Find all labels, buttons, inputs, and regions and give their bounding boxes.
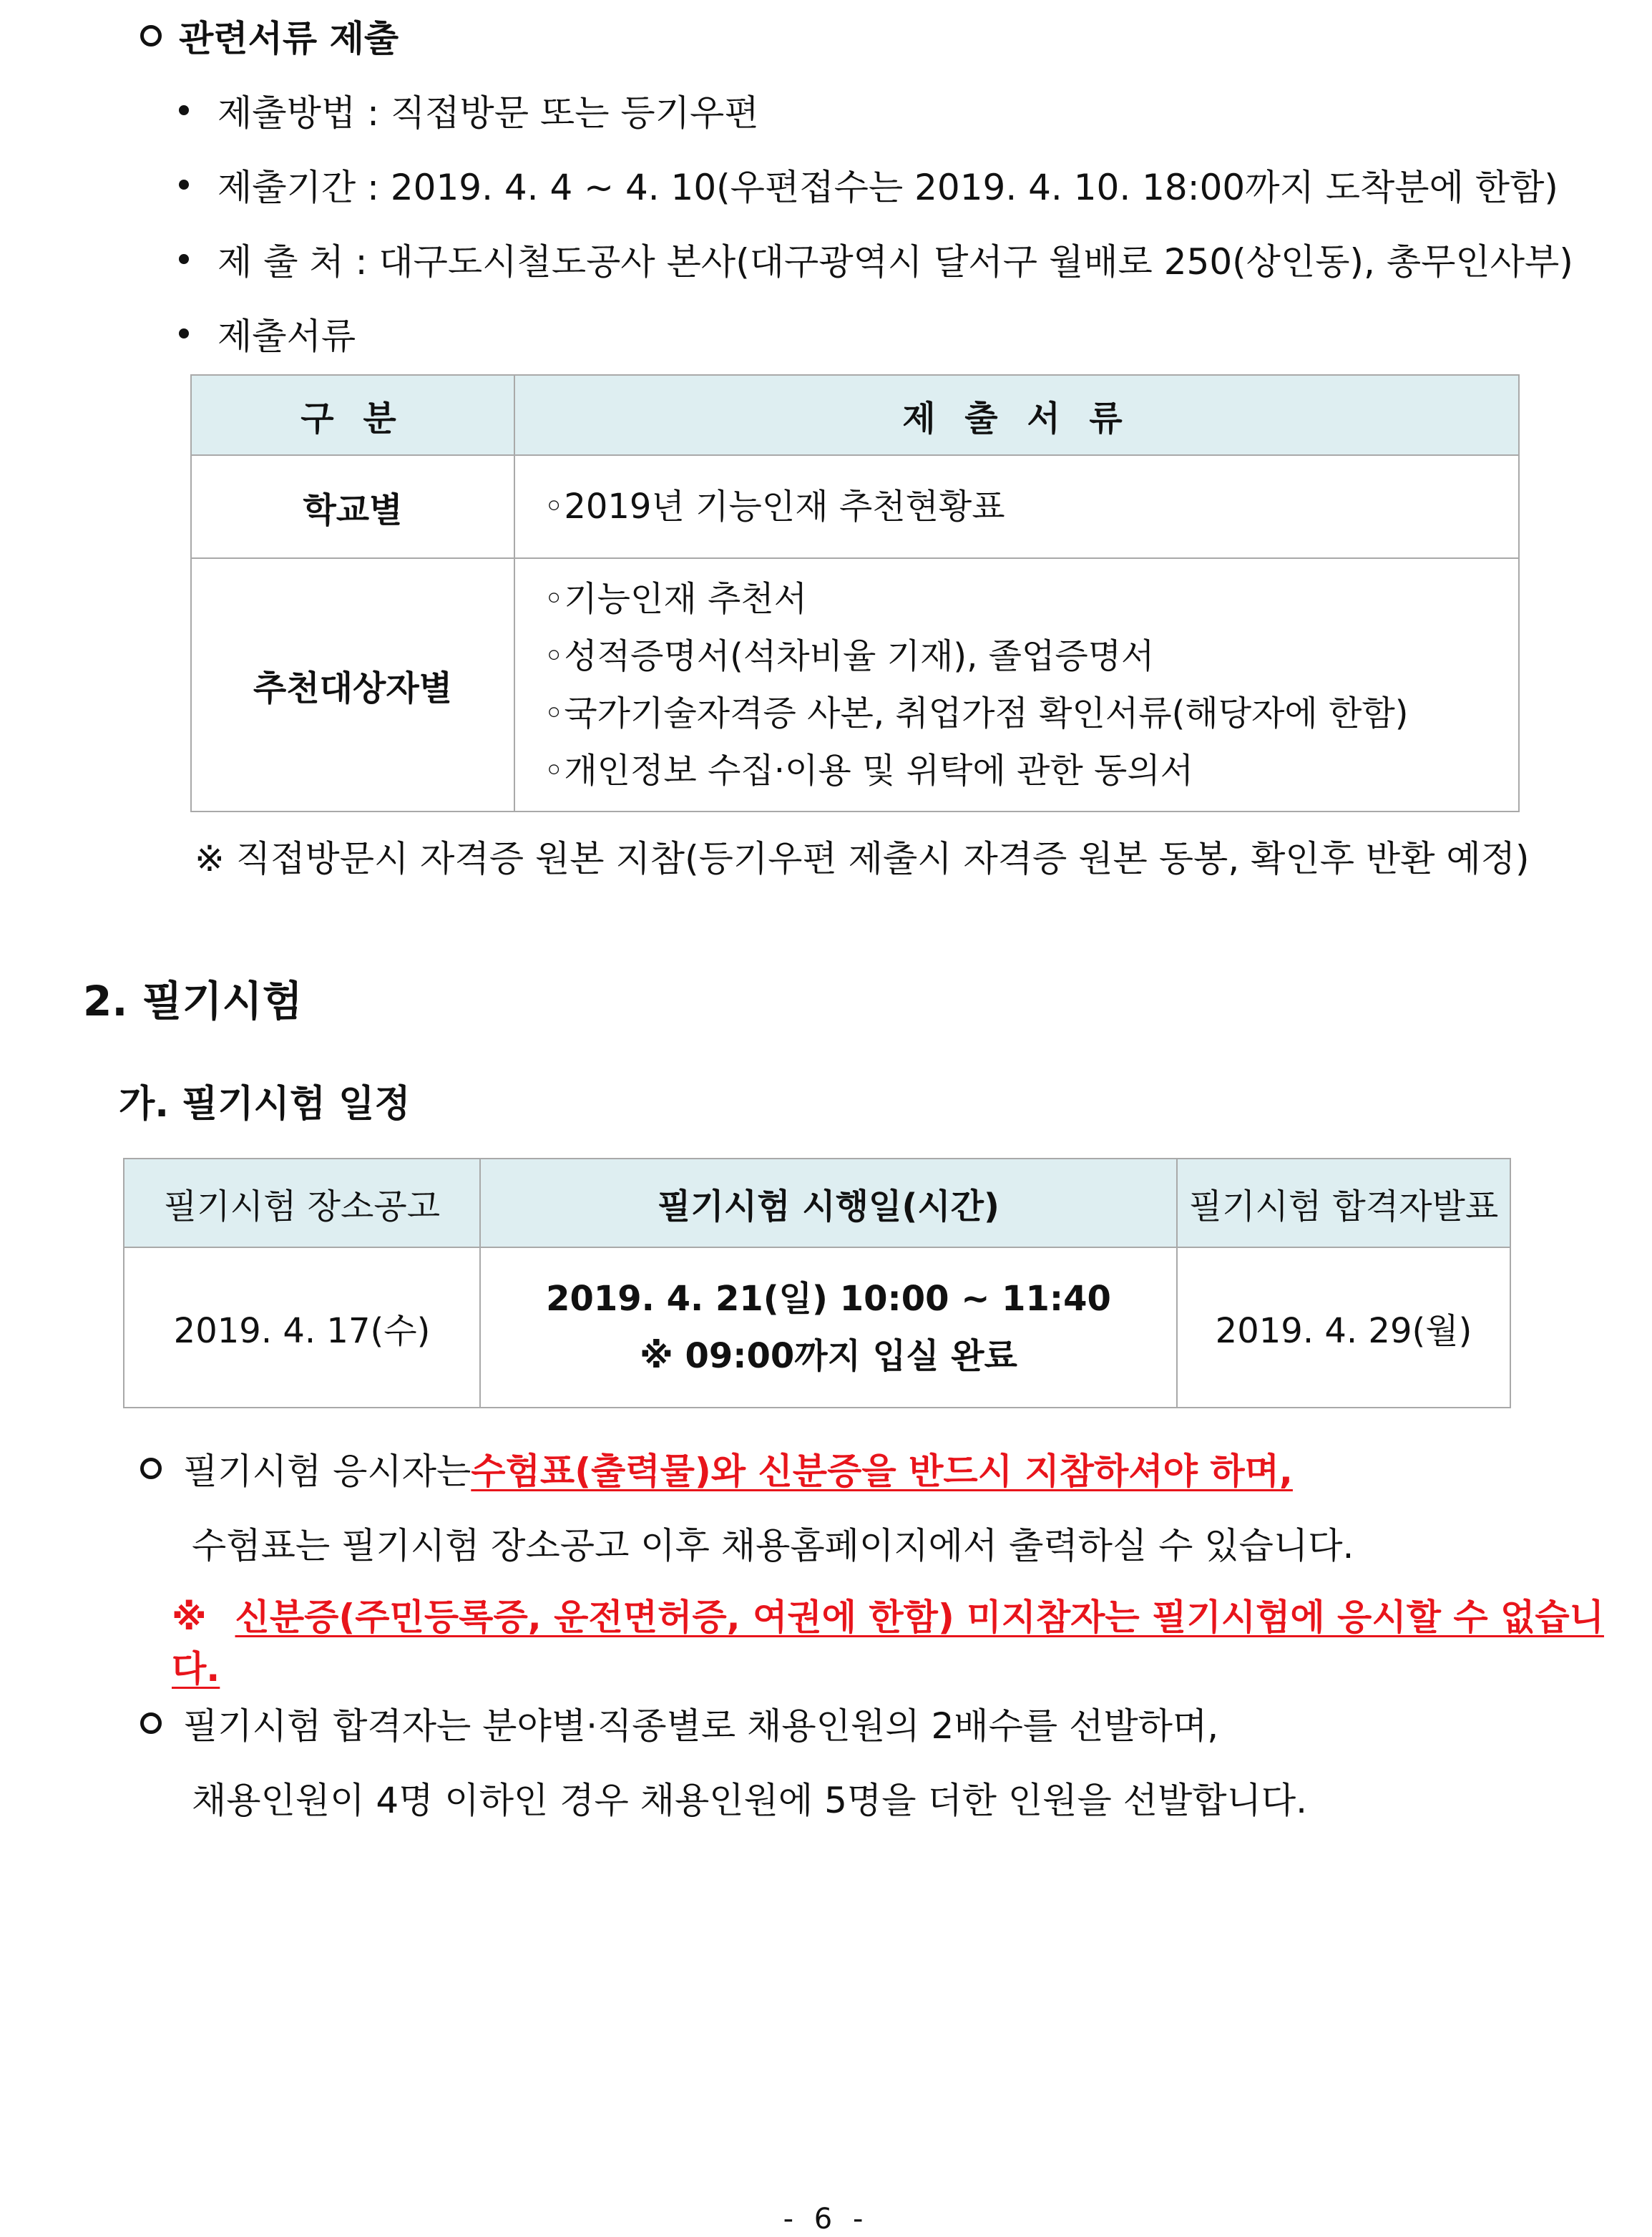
table-row [191,558,1519,812]
list-item: ◦국가기술자격증 사본, 취업가점 확인서류(해당자에 한함) [544,693,1409,734]
bullet-docs [179,308,356,359]
bullet-dot-icon [179,105,189,115]
table-header-row [124,1159,1510,1247]
table-header-category: 구 분 [191,375,514,455]
row-label-candidate: 추천대상자별 [191,558,514,812]
warning-mark: ※ [172,1597,207,1638]
row-label-school: 학교별 [191,455,514,558]
entry-deadline: ※ 09:00까지 입실 완료 [640,1336,1017,1376]
section-heading-text: 관련서류 제출 [179,18,399,59]
hollow-circle-icon [140,25,162,47]
header-venue-notice: 필기시험 장소공고 [124,1159,480,1247]
paragraph-pass-selection [140,1697,1218,1749]
table-header-documents: 제 출 서 류 [514,375,1519,455]
bullet-place [179,233,1573,285]
bullet-dot-icon [179,254,189,264]
warning-line [172,1589,1652,1692]
exam-schedule-table [123,1158,1511,1408]
section-title-written-exam: 2. 필기시험 [83,977,303,1025]
venue-notice-date: 2019. 4. 17(수) [124,1247,480,1408]
page-number: - 6 - [783,2203,869,2236]
header-result-notice: 필기시험 합격자발표 [1177,1159,1510,1247]
bullet-method [179,84,759,136]
submission-note: ※ 직접방문시 자격증 원본 지참(등기우편 제출시 자격증 원본 동봉, 확인후 반환 예정) [195,838,1530,879]
paragraph-continuation: 채용인원이 4명 이하인 경우 채용인원에 5명을 더한 인원을 선발합니다. [192,1780,1308,1821]
paragraph-prefix: 필기시험 응시자는 [183,1451,471,1492]
exam-date-cell [480,1247,1177,1408]
bullet-dot-icon [179,180,189,190]
paragraph-text: 필기시험 합격자는 분야별·직종별로 채용인원의 2배수를 선발하며, [183,1705,1219,1747]
bullet-period [179,159,1558,210]
list-item: ◦개인정보 수집·이용 및 위탁에 관한 동의서 [544,751,1194,791]
table-row [191,455,1519,558]
period-text: 제출기간 : 2019. 4. 4 ~ 4. 10(우편접수는 2019. 4. 10. 18:00까지 도착분에 한함) [218,167,1558,208]
paragraph-continuation: 수험표는 필기시험 장소공고 이후 채용홈페이지에서 출력하실 수 있습니다. [192,1525,1354,1566]
section-heading-submission [140,10,399,62]
list-item: ◦기능인재 추천서 [544,579,808,619]
hollow-circle-icon [140,1712,162,1734]
bullet-dot-icon [179,328,189,338]
paragraph-id-requirement [140,1443,1293,1494]
docs-label-text: 제출서류 [218,316,356,357]
method-text: 제출방법 : 직접방문 또는 등기우편 [218,92,759,134]
hollow-circle-icon [140,1458,162,1479]
table-header-row [191,375,1519,455]
subsection-title-schedule: 가. 필기시험 일정 [119,1083,411,1126]
table-row [124,1247,1510,1408]
exam-date-time: 2019. 4. 21(일) 10:00 ~ 11:40 [546,1279,1111,1319]
row-items-school [514,455,1519,558]
list-item: ◦2019년 기능인재 추천현황표 [544,487,1005,527]
warning-text: 신분증(주민등록증, 운전면허증, 여권에 한함) 미지참자는 필기시험에 응시할 수 없습니다. [172,1597,1604,1690]
header-exam-date: 필기시험 시행일(시간) [480,1159,1177,1247]
place-text: 제 출 처 : 대구도시철도공사 본사(대구광역시 달서구 월배로 250(상인동), 총무인사부) [218,241,1573,283]
documents-table [190,374,1520,812]
highlight-text: 수험표(출력물)와 신분증을 반드시 지참하셔야 하며, [471,1451,1293,1492]
list-item: ◦성적증명서(석차비율 기재), 졸업증명서 [544,636,1155,676]
row-items-candidate [514,558,1519,812]
result-notice-date: 2019. 4. 29(월) [1177,1247,1510,1408]
